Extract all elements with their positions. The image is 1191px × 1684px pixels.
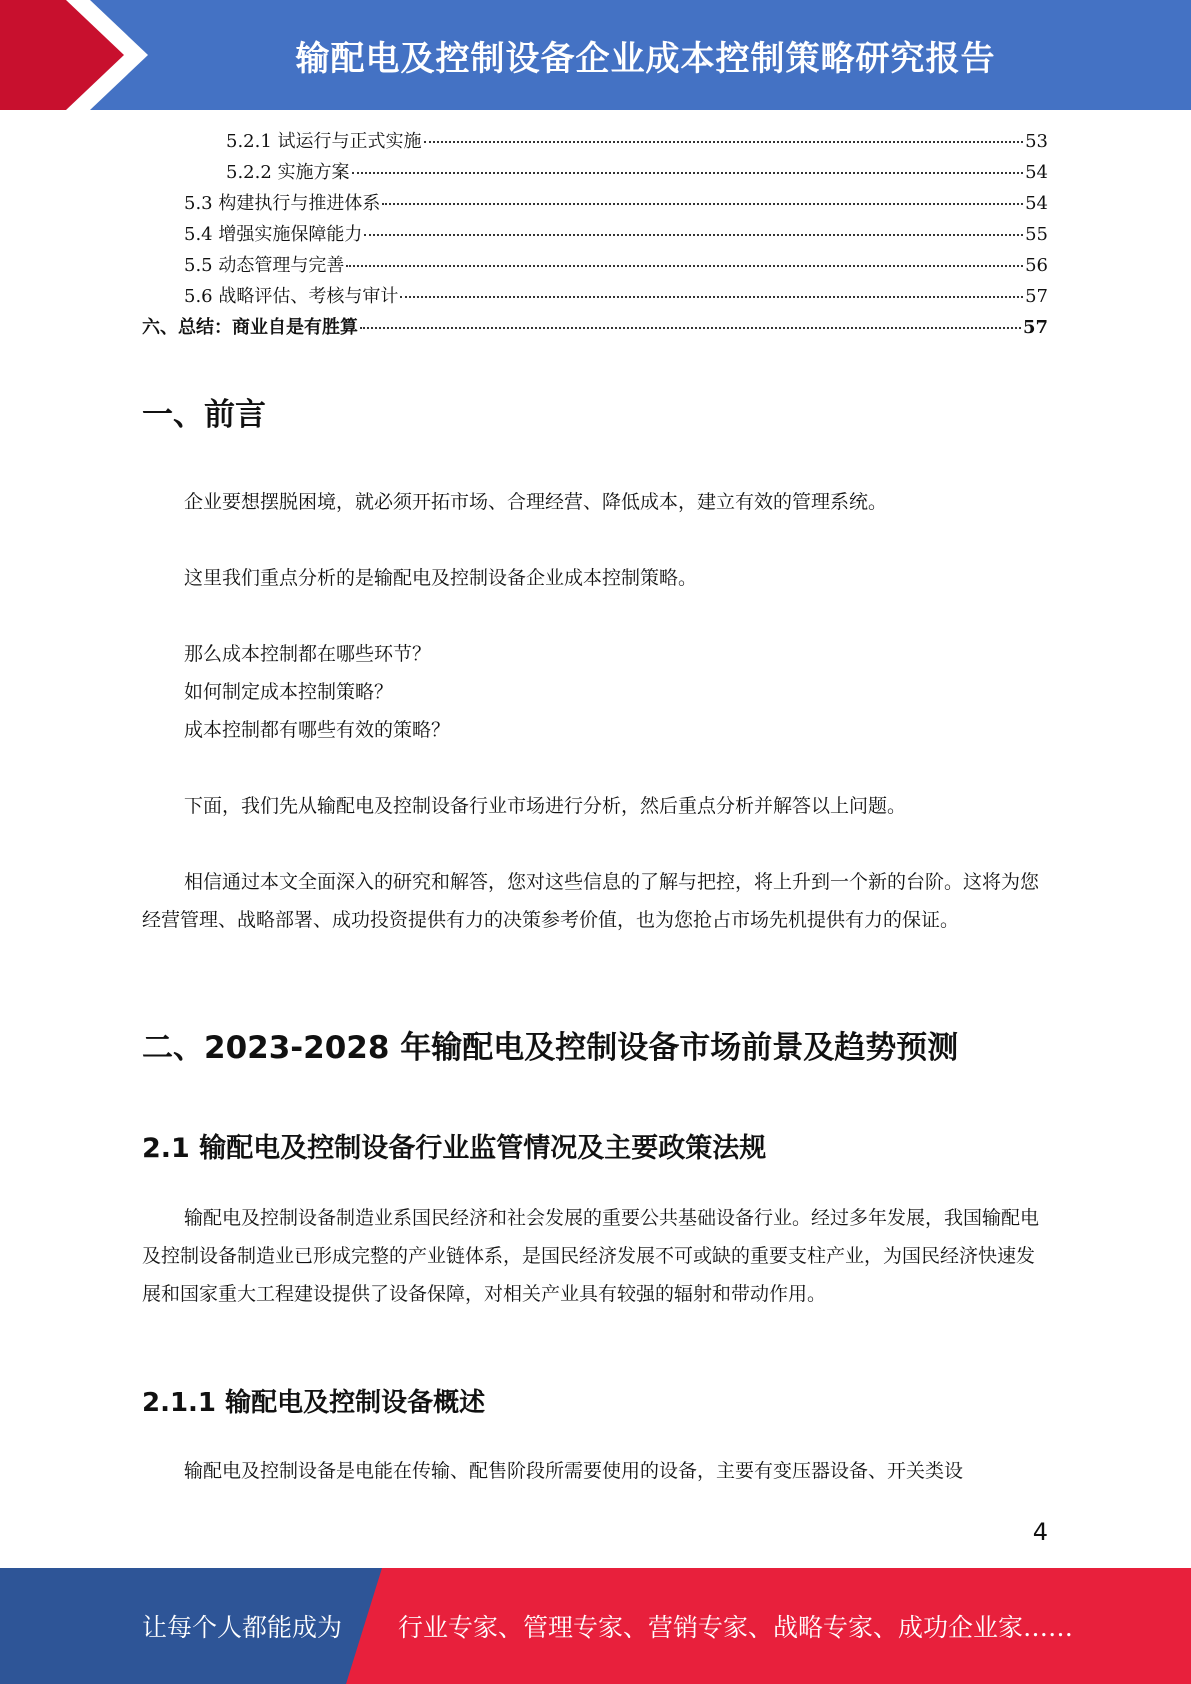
footer-slogan-right: 行业专家、管理专家、营销专家、战略专家、成功企业家……: [398, 1613, 1074, 1642]
body-paragraph: 这里我们重点分析的是输配电及控制设备企业成本控制策略。: [184, 567, 698, 589]
section-heading: 一、前言: [142, 397, 266, 433]
toc-entry-text: 5.4 增强实施保障能力: [184, 224, 363, 245]
subsection-heading: 2.1 输配电及控制设备行业监管情况及主要政策法规: [142, 1133, 767, 1164]
toc-leader: [400, 296, 1023, 298]
toc-leader: [352, 172, 1024, 174]
question-line: 成本控制都有哪些有效的策略？: [184, 719, 451, 741]
body-paragraph: 下面，我们先从输配电及控制设备行业市场进行分析，然后重点分析并解答以上问题。: [184, 795, 907, 817]
toc-entry[interactable]: [142, 251, 1048, 282]
toc-entry-page: 54: [1025, 193, 1048, 214]
body-paragraph: 输配电及控制设备是电能在传输、配售阶段所需要使用的设备，主要有变压器设备、开关类设: [184, 1460, 964, 1482]
toc-entry-page: 55: [1025, 224, 1048, 245]
toc-entry[interactable]: [142, 189, 1048, 220]
toc-entry-text: 5.3 构建执行与推进体系: [184, 193, 381, 214]
toc-entry[interactable]: [142, 127, 1048, 158]
footer-slogan-left: 让每个人都能成为: [142, 1613, 343, 1642]
body-paragraph: 企业要想摆脱困境，就必须开拓市场、合理经营、降低成本，建立有效的管理系统。: [184, 491, 888, 513]
table-of-contents: [142, 127, 1048, 344]
question-line: 那么成本控制都在哪些环节？: [184, 643, 432, 665]
toc-entry[interactable]: [142, 220, 1048, 251]
page-footer: [0, 1568, 1191, 1684]
toc-entry-page: 53: [1025, 131, 1048, 152]
toc-leader: [424, 141, 1024, 143]
toc-entry[interactable]: [142, 313, 1048, 344]
subsection-heading: 2.1.1 输配电及控制设备概述: [142, 1388, 486, 1418]
toc-entry-text: 5.2.1 试运行与正式实施: [226, 131, 422, 152]
toc-entry-text: 5.6 战略评估、考核与审计: [184, 286, 399, 307]
page-header: [0, 0, 1191, 110]
header-arrow-decoration: [0, 0, 160, 110]
header-title: 输配电及控制设备企业成本控制策略研究报告: [295, 38, 996, 79]
toc-leader: [360, 327, 1021, 329]
toc-entry[interactable]: [142, 158, 1048, 189]
toc-leader: [382, 203, 1023, 205]
toc-leader: [346, 265, 1023, 267]
toc-entry-page: 57: [1022, 317, 1048, 338]
toc-leader: [364, 234, 1023, 236]
body-paragraph: 输配电及控制设备制造业系国民经济和社会发展的重要公共基础设备行业。经过多年发展，我国输配电及控制设备制造业已形成完整的产业链体系，是国民经济发展不可或缺的重要支柱产业，为国民经济快速发展和国家重大工程建设提供了设备保障，对相关产业具有较强的辐射和带动作用。: [142, 1207, 1040, 1305]
toc-entry-page: 57: [1025, 286, 1048, 307]
question-line: 如何制定成本控制策略？: [184, 681, 394, 703]
body-paragraph: 相信通过本文全面深入的研究和解答，您对这些信息的了解与把控，将上升到一个新的台阶。这将为您经营管理、战略部署、成功投资提供有力的决策参考价值，也为您抢占市场先机提供有力的保证。: [142, 871, 1040, 931]
toc-entry-text: 六、总结：商业自是有胜算: [142, 317, 358, 338]
toc-entry-text: 5.5 动态管理与完善: [184, 255, 345, 276]
toc-entry-text: 5.2.2 实施方案: [226, 162, 350, 183]
toc-entry[interactable]: [142, 282, 1048, 313]
toc-entry-page: 54: [1025, 162, 1048, 183]
page-number: 4: [1032, 1518, 1048, 1546]
section-heading: 二、2023-2028 年输配电及控制设备市场前景及趋势预测: [142, 1030, 959, 1066]
toc-entry-page: 56: [1025, 255, 1048, 276]
